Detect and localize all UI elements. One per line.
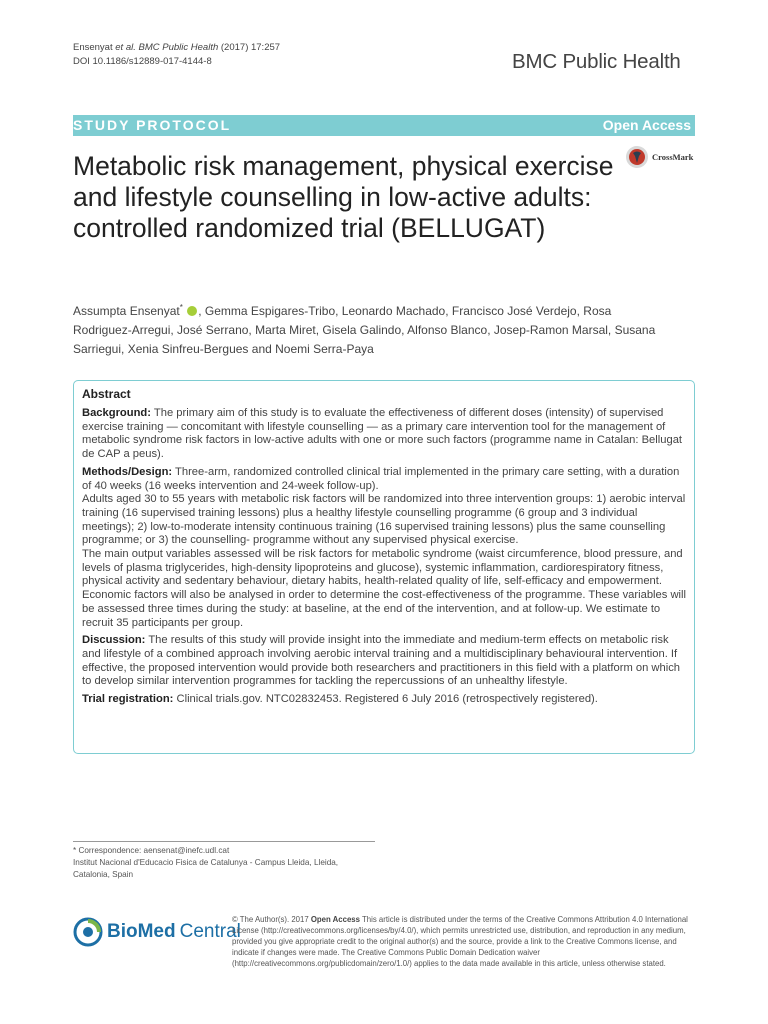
article-title: Metabolic risk management, physical exercise and lifestyle counselling in low-active adults: controlled randomized trial (BELLUGAT): [73, 151, 614, 243]
discussion-label: Discussion:: [82, 634, 146, 647]
citation-author: Ensenyat: [73, 42, 113, 53]
background-text: The primary aim of this study is to evaluate the effectiveness of different doses (intensity) of supervised exercise training — concomitant with lifestyle counselling — as a primary care intervention tool for the management of metabolic syndrome risk factors in low-active adults with one or more such factors (programme name in Catalan: Bellugat de CAP a peus).: [82, 407, 683, 461]
correspondence-marker: *: [179, 303, 183, 312]
footnote-divider: [73, 841, 375, 842]
license-statement: [232, 914, 696, 969]
first-author[interactable]: Assumpta Ensenyat: [73, 304, 180, 318]
crossmark-label: CrossMark: [652, 152, 694, 162]
abstract-heading: Abstract: [82, 387, 131, 401]
methods-text: Three-arm, randomized controlled clinical trial implemented in the primary care setting, with a duration of 40 weeks (16 weeks intervention and 24-week follow-up).: [82, 465, 680, 492]
methods-label: Methods/Design:: [82, 465, 173, 478]
license-open-access: Open Access: [310, 915, 360, 924]
license-text: This article is distributed under the terms of the Creative Commons Attribution 4.0 International License (http://creativecommons.org/licenses/by/4.0/), which permits unrestricted use, distribution, and reproduction in any medium, provided you give appropriate credit to the original author(s) and the source, provide a link to the Creative Commons license, and indicate if changes were made. The Creative Commons Public Domain Dedication waiver (http://creativecommons.org/publicdomain/zero/1.0/) applies to the data made available in this article, unless otherwise stated.: [232, 915, 688, 968]
author-list: [73, 298, 663, 359]
footnote-block: [73, 845, 338, 881]
coauthors: , Gemma Espigares-Tribo, Leonardo Machado, Francisco José Verdejo, Rosa Rodriguez-Arregui, José Serrano, Marta Miret, Gisela Galindo, Alfonso Blanco, Josep-Ramon Marsal, Susana Sarriegui, Xenia Sinfreu-Bergues and Noemi Serra-Paya: [73, 304, 656, 356]
logo-text-biomed: BioMed: [107, 921, 176, 942]
biomed-swirl-icon: [73, 917, 103, 947]
trial-registration-text: Clinical trials.gov. NTC02832453. Registered 6 July 2016 (retrospectively registered).: [173, 693, 598, 706]
affiliation-line-2: Catalonia, Spain: [73, 870, 134, 879]
discussion-text: The results of this study will provide insight into the immediate and medium-term effects on metabolic risk and lifestyle of a combined approach involving aerobic interval training and a multidisciplinary behavioural intervention. If effective, the proposed intervention would provide both researchers and practitioners in this field with a platform on which to develop similar intervention programmes for tackling the repercussions of an unhealthy lifestyle.: [82, 634, 681, 688]
orcid-icon[interactable]: [187, 306, 197, 316]
journal-name: BMC Public Health: [512, 50, 681, 73]
abstract-methods-p2: Adults aged 30 to 55 years with metabolic risk factors will be randomized into three intervention groups: 1) aerobic interval training (16 supervised training lessons) plus a healthy lifestyle counselling programme (6 group and 3 individual meetings); 2) low-to-moderate intensity continuous training (16 supervised training lessons) plus the same counselling programme; or 3) the counselling- programme without any supervised physical exercise.: [82, 493, 686, 547]
citation-line: [73, 41, 280, 55]
abstract-background: [82, 407, 686, 462]
citation-block: [73, 41, 280, 69]
citation-year-volume: (2017) 17:257: [220, 42, 281, 53]
background-label: Background:: [82, 407, 151, 419]
abstract-box: [73, 380, 695, 754]
correspondence-email[interactable]: * Correspondence: aensenat@inefc.udl.cat: [73, 846, 230, 855]
abstract-methods: [82, 466, 686, 493]
citation-etal: et al.: [115, 42, 136, 53]
affiliation-line-1: Institut Nacional d'Educacio Fisica de Catalunya - Campus Lleida, Lleida,: [73, 858, 339, 867]
crossmark-icon: [625, 145, 649, 169]
trial-registration-label: Trial registration:: [82, 693, 174, 706]
article-type-label: STUDY PROTOCOL: [73, 117, 232, 133]
copyright-text: © The Author(s). 2017: [232, 915, 311, 924]
logo-text-central: Central: [179, 921, 241, 942]
abstract-discussion: [82, 634, 686, 689]
abstract-methods-p3: The main output variables assessed will be risk factors for metabolic syndrome (waist circumference, blood pressure, and levels of plasma triglycerides, high-density lipoproteins and glucose), systemic inflammation, cardiorespiratory fitness, physical activity and sedentary behaviour, dietary habits, health-related quality of life, self-efficacy and empowerment. Economic factors will also be analysed in order to determine the cost-effectiveness of the programme. These variables will be assessed three times during the study: at baseline, at the end of the intervention, and at follow-up. We estimate to recruit 35 participants per group.: [82, 548, 686, 629]
open-access-label: Open Access: [602, 117, 691, 133]
article-type-banner: [73, 115, 695, 136]
abstract-trial-registration: [82, 693, 686, 707]
doi-link[interactable]: DOI 10.1186/s12889-017-4144-8: [73, 56, 212, 67]
biomed-central-logo: [73, 917, 241, 947]
crossmark-button[interactable]: [625, 145, 693, 169]
citation-journal: BMC Public Health: [138, 42, 219, 53]
